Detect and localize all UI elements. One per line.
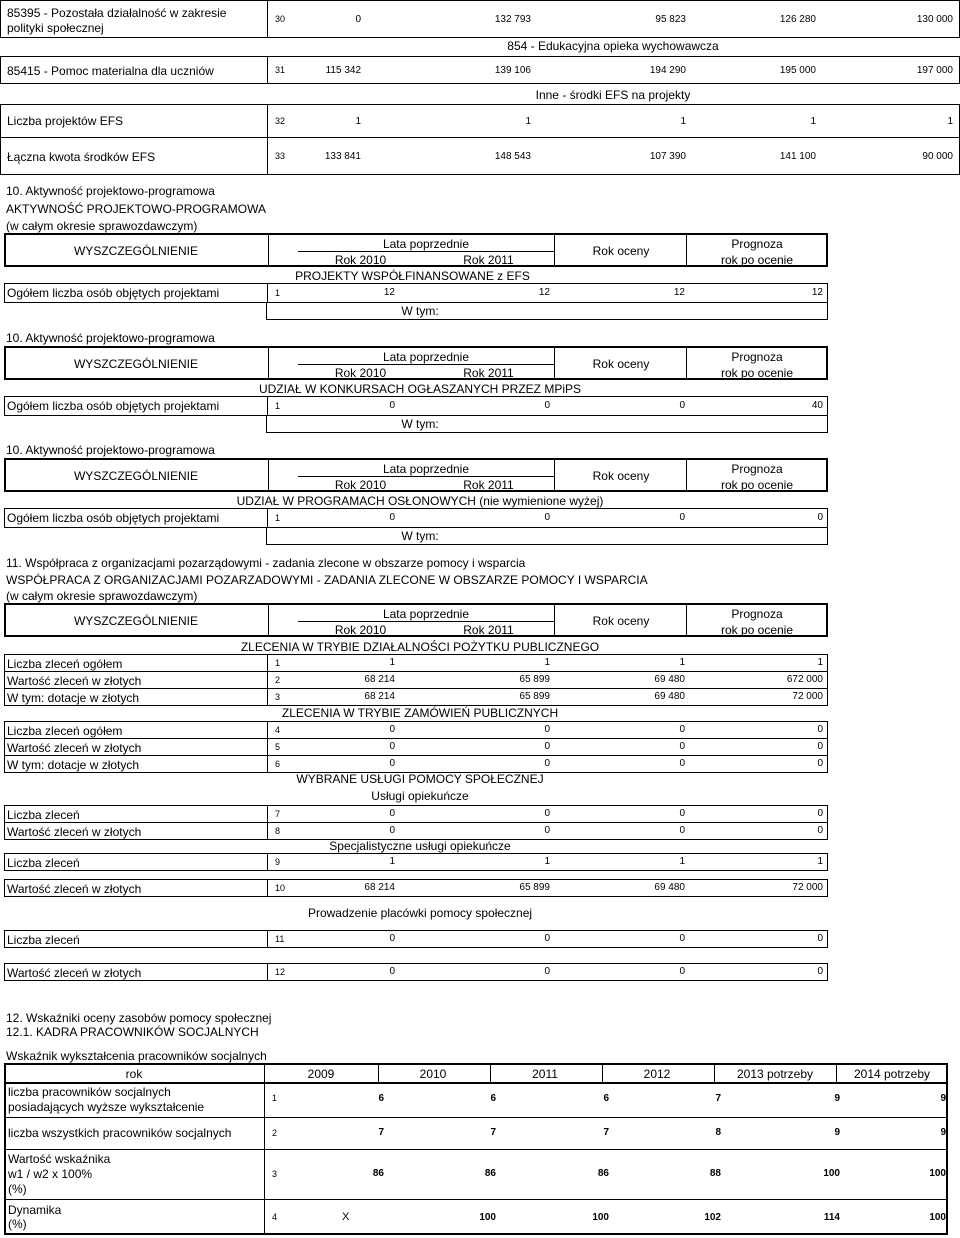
row-label: Wartość zleceń w złotych <box>7 741 142 755</box>
s11-band2: ZLECENIA W TRYBIE ZAMÓWIEŃ PUBLICZNYCH <box>281 706 559 720</box>
s11-band3b: Usługi opiekuńcze <box>371 789 469 803</box>
cell: 0 <box>679 825 685 836</box>
col-head: 2011 <box>532 1067 558 1081</box>
cell: 95 823 <box>655 14 686 25</box>
s11-header <box>4 603 828 637</box>
s10a-band: PROJEKTY WSPÓŁFINANSOWANE z EFS <box>295 269 530 283</box>
cell: 0 <box>544 966 550 977</box>
cell: 1 <box>817 657 823 668</box>
col-prognoza: Prognoza <box>731 237 783 251</box>
s10c-heading: 10. Aktywność projektowo-programowa <box>6 443 215 457</box>
cell: 86 <box>372 1168 384 1179</box>
row-label: Ogółem liczba osób objętych projektami <box>7 399 220 413</box>
cell: 0 <box>389 758 395 769</box>
top-table <box>0 0 960 178</box>
cell: 0 <box>389 933 395 944</box>
s10b-wtym: W tym: <box>401 417 439 431</box>
row-label: posiadających wyższe wykształcenie <box>8 1100 205 1114</box>
row-label: Liczba zleceń <box>7 808 80 822</box>
cell: 72 000 <box>792 882 823 893</box>
cell: 100 <box>479 1212 496 1223</box>
s10a-caps: AKTYWNOŚĆ PROJEKTOWO-PROGRAMOWA <box>6 202 267 216</box>
row-label: (%) <box>8 1182 27 1196</box>
cell: 126 280 <box>779 14 816 25</box>
cell: 1 <box>679 856 685 867</box>
s10c-band: UDZIAŁ W PROGRAMACH OSŁONOWYCH (nie wymienione wyżej) <box>236 494 604 508</box>
cell: 0 <box>544 825 550 836</box>
cell: 0 <box>389 966 395 977</box>
cell: 1 <box>810 116 816 127</box>
row-label: Wartość wskaźnika <box>8 1152 111 1166</box>
cell: 0 <box>679 724 685 735</box>
s11-row <box>4 822 828 840</box>
row-label: liczba wszystkich pracowników socjalnych <box>8 1126 232 1140</box>
cell: 0 <box>544 933 550 944</box>
row-no: 33 <box>275 151 286 161</box>
col-lata: Lata poprzednie <box>382 350 470 364</box>
s12-caption: Wskaźnik wykształcenia pracowników socjalnych <box>6 1049 267 1063</box>
cell: 9 <box>834 1127 840 1138</box>
col-lata: Lata poprzednie <box>382 462 470 476</box>
row-label: 85395 - Pozostała działalność w zakresie polityki społecznej <box>7 6 227 35</box>
col-head: 2013 potrzeby <box>736 1067 814 1081</box>
col-wysz: WYSZCZEGÓLNIENIE <box>73 357 198 371</box>
row-no: 32 <box>275 116 286 126</box>
cell: 0 <box>679 512 685 523</box>
cell: 0 <box>679 758 685 769</box>
row-no: 12 <box>275 967 286 977</box>
cell: 141 100 <box>779 151 816 162</box>
cell: 7 <box>715 1093 721 1104</box>
cell: 132 793 <box>494 14 531 25</box>
s10a-wtym-box <box>266 302 828 320</box>
cell: 9 <box>940 1127 946 1138</box>
row-label: Liczba projektów EFS <box>7 114 124 128</box>
col-head: 2009 <box>307 1067 335 1081</box>
cell: 1 <box>680 116 686 127</box>
row-no: 5 <box>275 742 281 752</box>
col-2010: Rok 2010 <box>334 366 387 380</box>
cell: 0 <box>544 808 550 819</box>
cell: 1 <box>544 856 550 867</box>
cell: 6 <box>603 1093 609 1104</box>
row-no: 4 <box>272 1212 278 1222</box>
row-no: 6 <box>275 759 281 769</box>
s10b-band: UDZIAŁ W KONKURSACH OGŁASZANYCH PRZEZ MPiPS <box>258 382 582 396</box>
row-no: 1 <box>275 288 281 298</box>
col-2011: Rok 2011 <box>463 253 514 267</box>
row-no: 2 <box>275 675 281 685</box>
s12-heading: 12. Wskaźniki oceny zasobów pomocy społecznej <box>6 1011 272 1025</box>
row-label: Wartość zleceń w złotych <box>7 674 142 688</box>
cell: 102 <box>704 1212 721 1223</box>
s10b-heading: 10. Aktywność projektowo-programowa <box>6 331 215 345</box>
row-label: Łączna kwota środków EFS <box>7 150 156 164</box>
s11-band1: ZLECENIA W TRYBIE DZIAŁALNOŚCI POŻYTKU PUBLICZNEGO <box>240 640 600 654</box>
s10b-row <box>4 396 828 416</box>
cell: 100 <box>823 1168 840 1179</box>
cell: 12 <box>811 287 823 298</box>
row-no: 8 <box>275 826 281 836</box>
cell: 6 <box>490 1093 496 1104</box>
cell: 0 <box>679 966 685 977</box>
row-label: Liczba zleceń <box>7 933 80 947</box>
cell: 1 <box>389 856 395 867</box>
cell: 100 <box>592 1212 609 1223</box>
s11-row <box>4 721 828 739</box>
cell: 195 000 <box>779 65 816 76</box>
col-2010: Rok 2010 <box>334 478 387 492</box>
col-2011: Rok 2011 <box>463 478 514 492</box>
s10b-wtym-box <box>266 415 828 433</box>
s10a-sub: (w całym okresie sprawozdawczym) <box>6 219 198 233</box>
cell: 88 <box>709 1168 721 1179</box>
col-oceny: Rok oceny <box>592 614 650 628</box>
s11-row <box>4 755 828 773</box>
row-label: w1 / w2 x 100% <box>8 1167 93 1181</box>
row-label: 85415 - Pomoc materialna dla uczniów <box>7 64 214 78</box>
cell: 69 480 <box>654 882 685 893</box>
col-head: 2012 <box>643 1067 671 1081</box>
cell: 12 <box>538 287 550 298</box>
col-wysz: WYSZCZEGÓLNIENIE <box>73 469 198 483</box>
cell: 68 214 <box>364 674 395 685</box>
s11-band3: WYBRANE USŁUGI POMOCY SPOŁECZNEJ <box>296 772 544 786</box>
row-no: 3 <box>275 692 281 702</box>
row-no: 4 <box>275 725 281 735</box>
col-lata: Lata poprzednie <box>382 607 470 621</box>
cell: 0 <box>389 825 395 836</box>
cell: 0 <box>544 741 550 752</box>
cell: 65 899 <box>519 882 550 893</box>
cell: 0 <box>817 825 823 836</box>
s11-row <box>4 671 828 689</box>
cell: 69 480 <box>654 674 685 685</box>
cell: 0 <box>355 14 361 25</box>
row-label: Ogółem liczba osób objętych projektami <box>7 511 220 525</box>
cell: 0 <box>679 808 685 819</box>
row-label: Liczba zleceń <box>7 856 80 870</box>
s10c-row <box>4 508 828 528</box>
cell: 130 000 <box>916 14 953 25</box>
cell: 0 <box>389 808 395 819</box>
cell: 1 <box>947 116 953 127</box>
cell: 9 <box>940 1093 946 1104</box>
cell: 1 <box>355 116 361 127</box>
col-oceny: Rok oceny <box>592 357 650 371</box>
cell: 9 <box>834 1093 840 1104</box>
cell: 0 <box>817 758 823 769</box>
s11-row <box>4 738 828 756</box>
s11-row <box>4 654 828 672</box>
s11-row <box>4 853 828 871</box>
cell: 100 <box>929 1168 946 1179</box>
row-no: 30 <box>275 14 286 24</box>
cell: 7 <box>490 1127 496 1138</box>
row-no: 11 <box>275 934 285 944</box>
col-2011: Rok 2011 <box>463 366 514 380</box>
cell: 0 <box>679 400 685 411</box>
col-oceny: Rok oceny <box>592 469 650 483</box>
cell: 672 000 <box>786 674 823 685</box>
row-label: liczba pracowników socjalnych <box>8 1085 171 1099</box>
cell: 148 543 <box>494 151 531 162</box>
s11-heading: 11. Współpraca z organizacjami pozarządowymi - zadania zlecone w obszarze pomocy i wsparcia <box>6 556 526 570</box>
cell: 0 <box>817 966 823 977</box>
row-label: Wartość zleceń w złotych <box>7 882 142 896</box>
cell: X <box>342 1211 350 1223</box>
cell: 72 000 <box>792 691 823 702</box>
cell: 68 214 <box>364 691 395 702</box>
cell: 1 <box>679 657 685 668</box>
cell: 1 <box>544 657 550 668</box>
cell: 7 <box>603 1127 609 1138</box>
cell: 197 000 <box>916 65 953 76</box>
s10c-wtym-box <box>266 527 828 545</box>
cell: 7 <box>378 1127 384 1138</box>
cell: 69 480 <box>654 691 685 702</box>
col-2010: Rok 2010 <box>334 253 387 267</box>
s10b-header <box>4 346 828 380</box>
cell: 0 <box>817 808 823 819</box>
col-prognoza: Prognoza <box>731 462 783 476</box>
col-rok-po: rok po ocenie <box>720 366 794 380</box>
row-no: 10 <box>275 883 286 893</box>
cell: 8 <box>715 1127 721 1138</box>
cell: 0 <box>679 933 685 944</box>
col-rok-po: rok po ocenie <box>720 623 794 637</box>
row-no: 1 <box>275 513 281 523</box>
row-85415 <box>0 56 960 84</box>
row-label: Wartość zleceń w złotych <box>7 966 142 980</box>
row-no: 1 <box>272 1093 278 1103</box>
row-85395 <box>0 0 960 38</box>
cell: 0 <box>544 400 550 411</box>
row-label: W tym: dotacje w złotych <box>7 691 140 705</box>
cell: 40 <box>811 400 823 411</box>
row-label: W tym: dotacje w złotych <box>7 758 140 772</box>
col-head: rok <box>125 1067 143 1081</box>
s10c-header <box>4 458 828 492</box>
cell: 0 <box>817 512 823 523</box>
row-no: 31 <box>275 65 286 75</box>
row-label: Ogółem liczba osób objętych projektami <box>7 286 220 300</box>
cell: 86 <box>484 1168 496 1179</box>
row-label: Liczba zleceń ogółem <box>7 657 123 671</box>
col-prognoza: Prognoza <box>731 350 783 364</box>
s11-row <box>4 688 828 706</box>
row-efs-amount <box>0 137 960 175</box>
s11-row <box>4 963 828 981</box>
cell: 0 <box>389 512 395 523</box>
row-no: 7 <box>275 809 281 819</box>
cell: 1 <box>817 856 823 867</box>
s12-table <box>4 1063 948 1235</box>
cell: 133 841 <box>324 151 361 162</box>
s11-row <box>4 805 828 823</box>
s11-row <box>4 930 828 948</box>
col-head: 2010 <box>419 1067 447 1081</box>
cell: 0 <box>817 741 823 752</box>
s10a-wtym: W tym: <box>401 304 439 318</box>
cell: 194 290 <box>649 65 686 76</box>
section-854: 854 - Edukacyjna opieka wychowawcza <box>507 39 719 53</box>
cell: 0 <box>817 933 823 944</box>
col-lata: Lata poprzednie <box>382 237 470 251</box>
col-rok-po: rok po ocenie <box>720 253 794 267</box>
row-no: 2 <box>272 1128 278 1138</box>
cell: 68 214 <box>364 882 395 893</box>
s10a-row <box>4 283 828 303</box>
cell: 0 <box>679 741 685 752</box>
cell: 0 <box>544 758 550 769</box>
row-label: Dynamika <box>8 1203 62 1217</box>
row-label: Liczba zleceń ogółem <box>7 724 123 738</box>
cell: 12 <box>673 287 685 298</box>
row-no: 9 <box>275 857 281 867</box>
s11-row <box>4 879 828 897</box>
cell: 115 342 <box>325 65 361 76</box>
s10c-wtym: W tym: <box>401 529 439 543</box>
s11-band5: Prowadzenie placówki pomocy społecznej <box>307 906 533 920</box>
section-efs: Inne - środki EFS na projekty <box>535 88 691 102</box>
row-efs-count <box>0 104 960 138</box>
s11-sub: (w całym okresie sprawozdawczym) <box>6 589 198 603</box>
cell: 86 <box>597 1168 609 1179</box>
s10a-heading: 10. Aktywność projektowo-programowa <box>6 184 215 198</box>
col-prognoza: Prognoza <box>731 607 783 621</box>
cell: 90 000 <box>922 151 953 162</box>
row-no: 1 <box>275 401 281 411</box>
cell: 139 106 <box>494 65 531 76</box>
cell: 65 899 <box>519 674 550 685</box>
cell: 1 <box>525 116 531 127</box>
s12-sub: 12.1. KADRA PRACOWNIKÓW SOCJALNYCH <box>6 1025 259 1039</box>
cell: 65 899 <box>519 691 550 702</box>
col-oceny: Rok oceny <box>592 244 650 258</box>
cell: 6 <box>378 1093 384 1104</box>
row-no: 3 <box>272 1169 278 1179</box>
row-label: (%) <box>8 1217 27 1231</box>
col-head: 2014 potrzeby <box>853 1067 931 1081</box>
cell: 114 <box>823 1212 840 1223</box>
cell: 12 <box>383 287 395 298</box>
col-2010: Rok 2010 <box>334 623 387 637</box>
cell: 1 <box>389 657 395 668</box>
cell: 0 <box>389 741 395 752</box>
cell: 0 <box>544 512 550 523</box>
col-wysz: WYSZCZEGÓLNIENIE <box>73 244 198 258</box>
cell: 0 <box>389 724 395 735</box>
s10a-header <box>4 233 828 267</box>
cell: 107 390 <box>649 151 686 162</box>
col-wysz: WYSZCZEGÓLNIENIE <box>73 614 198 628</box>
cell: 100 <box>929 1212 946 1223</box>
col-2011: Rok 2011 <box>463 623 514 637</box>
row-no: 1 <box>275 658 281 668</box>
cell: 0 <box>817 724 823 735</box>
row-label: Wartość zleceń w złotych <box>7 825 142 839</box>
s11-caps: WSPÓŁPRACA Z ORGANIZACJAMI POZARZADOWYMI - ZADANIA ZLECONE W OBSZARZE POMOCY I WSPARCIA <box>6 573 648 587</box>
col-rok-po: rok po ocenie <box>720 478 794 492</box>
cell: 0 <box>544 724 550 735</box>
cell: 0 <box>389 400 395 411</box>
s11-band4: Specjalistyczne usługi opiekuńcze <box>329 839 511 853</box>
